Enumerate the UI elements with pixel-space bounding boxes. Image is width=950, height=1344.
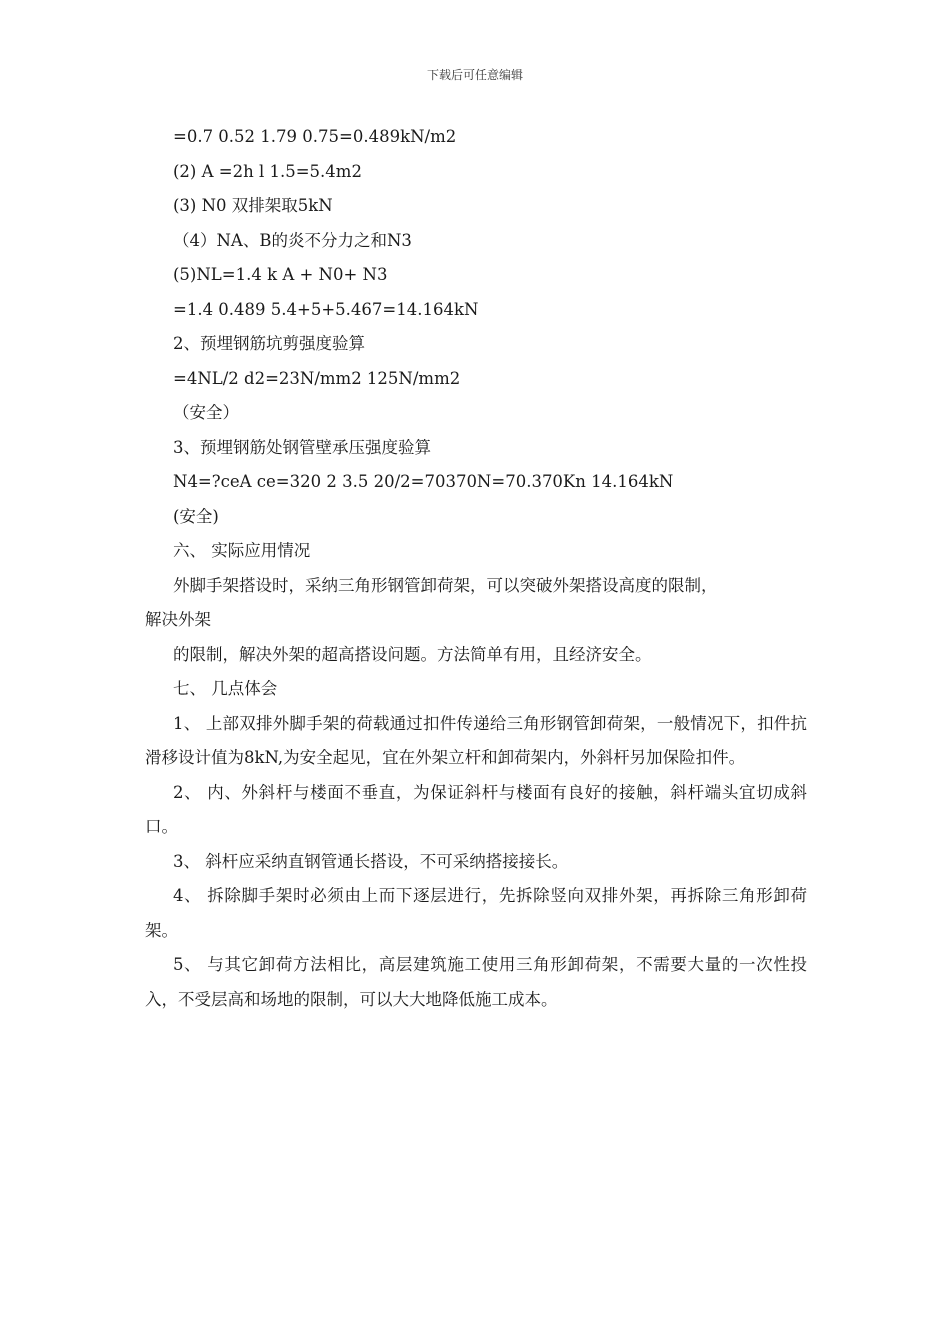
experience-item-4: 4、 拆除脚手架时必须由上而下逐层进行，先拆除竖向双排外架，再拆除三角形卸荷架。 <box>145 886 807 940</box>
experience-item-1: 1、 上部双排外脚手架的荷载通过扣件传递给三角形钢管卸荷架，一般情况下，扣件抗滑移设计值为8kN,为安全起见，宜在外架立杆和卸荷架内，外斜杆另加保险扣件。 <box>145 713 807 767</box>
body-line: 解决外架 <box>145 610 211 629</box>
formula-line: (2) A =2h l 1.5=5.4m2 <box>173 161 362 181</box>
result-note: （安全） <box>173 403 239 422</box>
section-heading: 3、预埋钢筋处钢管壁承压强度验算 <box>173 437 431 457</box>
section-heading: 2、预埋钢筋坑剪强度验算 <box>173 334 365 353</box>
body-line: 的限制，解决外架的超高搭设问题。方法简单有用，且经济安全。 <box>173 644 652 664</box>
document-body <box>145 120 807 1017</box>
chapter-heading: 六、 实际应用情况 <box>173 541 311 560</box>
formula-line: (5)NL=1.4 k A + N0+ N3 <box>173 265 388 284</box>
chapter-heading: 七、 几点体会 <box>173 679 278 698</box>
experience-item-2: 2、 内、外斜杆与楼面不垂直，为保证斜杆与楼面有良好的接触，斜杆端头宜切成斜口。 <box>145 782 807 836</box>
page-header-note: 下载后可任意编辑 <box>426 68 523 82</box>
experience-item-3: 3、 斜杆应采纳直钢管通长搭设，不可采纳搭接接长。 <box>173 851 569 871</box>
formula-line: =0.7 0.52 1.79 0.75=0.489kN/m2 <box>173 127 457 146</box>
experience-item-5: 5、 与其它卸荷方法相比，高层建筑施工使用三角形卸荷架，不需要大量的一次性投入，不受层高和场地的限制，可以大大地降低施工成本。 <box>145 955 807 1009</box>
formula-line: =1.4 0.489 5.4+5+5.467=14.164kN <box>173 299 479 319</box>
formula-line: （4）NA、B的炎不分力之和N3 <box>173 230 412 250</box>
body-line: 外脚手架搭设时，采纳三角形钢管卸荷架，可以突破外架搭设高度的限制， <box>173 575 718 595</box>
formula-line: (3) N0 双排架取5kN <box>173 196 333 215</box>
formula-line: N4=?ceA ce=320 2 3.5 20/2=70370N=70.370Kn 14.164kN <box>173 472 674 491</box>
result-note: (安全) <box>173 506 219 526</box>
formula-line: =4NL/2 d2=23N/mm2 125N/mm2 <box>173 368 461 388</box>
